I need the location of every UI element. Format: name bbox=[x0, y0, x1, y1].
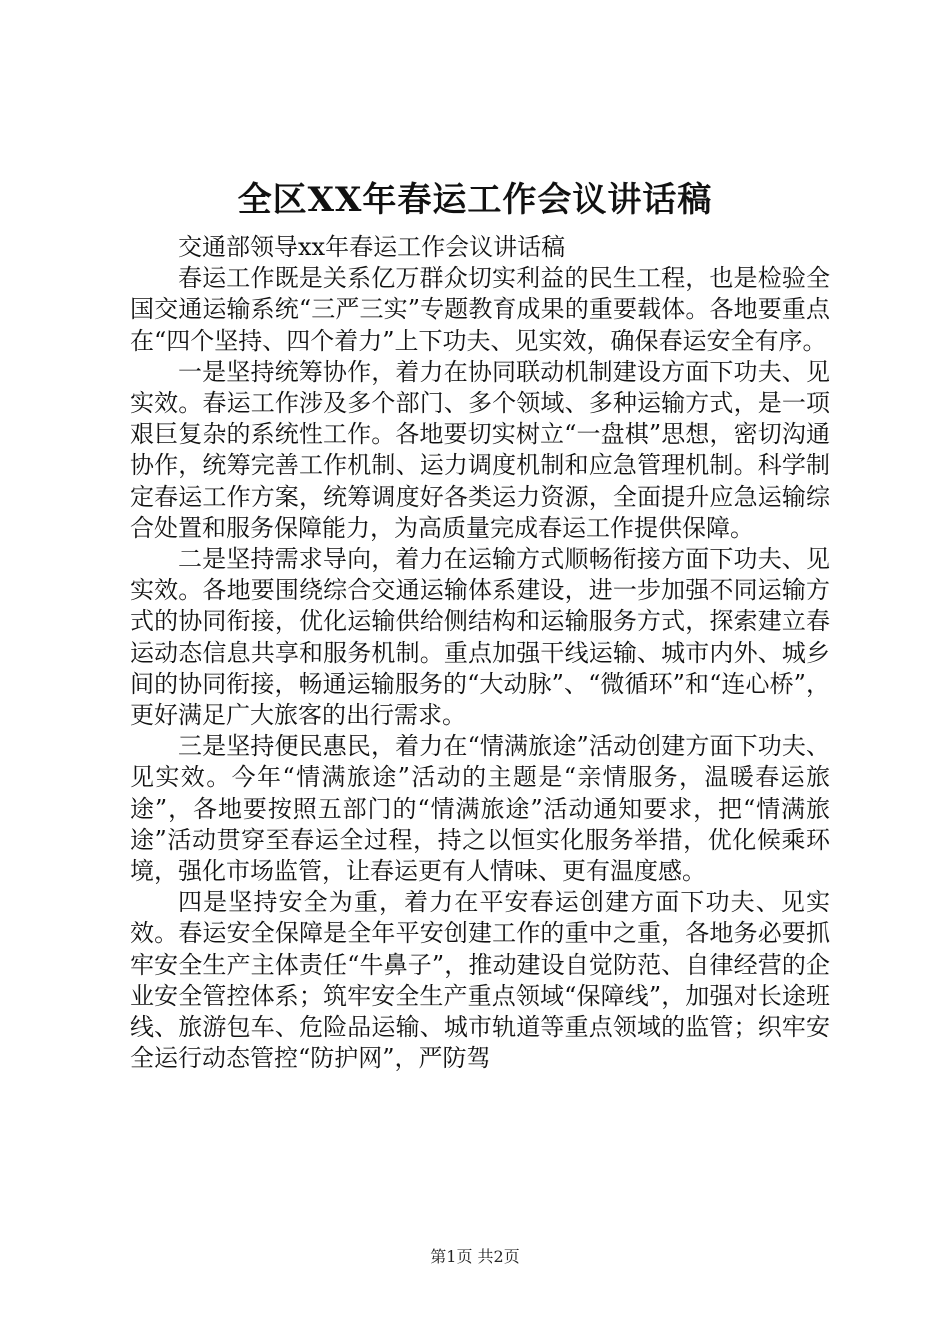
point-one-paragraph: 一是坚持统筹协作，着力在协同联动机制建设方面下功夫、见实效。春运工作涉及多个部门、多个领域、多种运输方式，是一项艰巨复杂的系统性工作。各地要切实树立“一盘棋”思想，密切沟通协作，统筹完善工作机制、运力调度机制和应急管理机制。科学制定春运工作方案，统筹调度好各类运力资源，全面提升应急运输综合处置和服务保障能力，为高质量完成春运工作提供保障。 bbox=[130, 357, 830, 542]
subtitle-paragraph: 交通部领导xx年春运工作会议讲话稿 bbox=[178, 233, 566, 261]
page-number-footer: 第1页 共2页 bbox=[430, 1247, 520, 1266]
point-two-paragraph: 二是坚持需求导向，着力在运输方式顺畅衔接方面下功夫、见实效。各地要围绕综合交通运输体系建设，进一步加强不同运输方式的协同衔接，优化运输供给侧结构和运输服务方式，探索建立春运动态信息共享和服务机制。重点加强干线运输、城市内外、城乡间的协同衔接，畅通运输服务的“大动脉”、“微循环”和“连心桥”，更好满足广大旅客的出行需求。 bbox=[130, 545, 830, 730]
intro-paragraph: 春运工作既是关系亿万群众切实利益的民生工程，也是检验全国交通运输系统“三严三实”专题教育成果的重要载体。各地要重点在“四个坚持、四个着力”上下功夫、见实效，确保春运安全有序。 bbox=[130, 264, 830, 355]
page-title: 全区XX年春运工作会议讲话稿 bbox=[237, 180, 713, 220]
document-body bbox=[130, 232, 830, 1074]
point-four-paragraph: 四是坚持安全为重，着力在平安春运创建方面下功夫、见实效。春运安全保障是全年平安创建工作的重中之重，各地务必要抓牢安全生产主体责任“牛鼻子”，推动建设自觉防范、自律经营的企业安全管控体系；筑牢安全生产重点领域“保障线”，加强对长途班线、旅游包车、危险品运输、城市轨道等重点领域的监管；织牢安全运行动态管控“防护网”，严防驾 bbox=[130, 888, 830, 1073]
point-three-paragraph: 三是坚持便民惠民，着力在“情满旅途”活动创建方面下功夫、见实效。今年“情满旅途”活动的主题是“亲情服务，温暖春运旅途”，各地要按照五部门的“情满旅途”活动通知要求，把“情满旅途”活动贯穿至春运全过程，持之以恒实化服务举措，优化候乘环境，强化市场监管，让春运更有人情味、更有温度感。 bbox=[130, 732, 830, 886]
